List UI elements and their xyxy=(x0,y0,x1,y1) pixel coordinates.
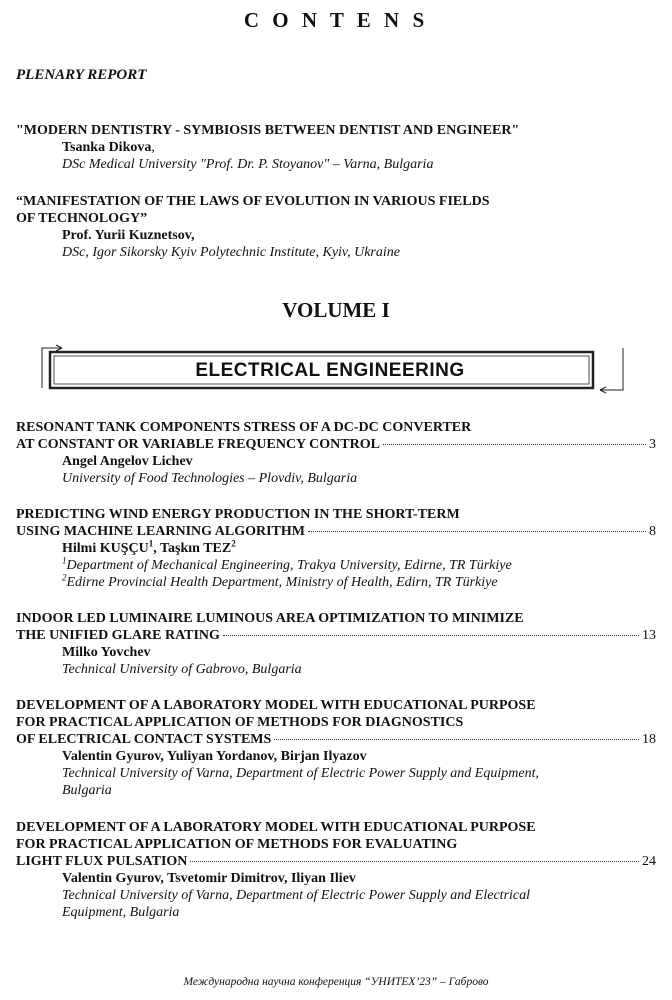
entry-title-line: INDOOR LED LUMINAIRE LUMINOUS AREA OPTIMIZATION TO MINIMIZE xyxy=(16,611,524,626)
entry-title-line: DEVELOPMENT OF A LABORATORY MODEL WITH EDUCATIONAL PURPOSE xyxy=(16,698,536,713)
entry-title-line: PREDICTING WIND ENERGY PRODUCTION IN THE SHORT-TERM xyxy=(16,507,460,522)
entry-title-last-line xyxy=(16,627,656,644)
entry-authors: Valentin Gyurov, Tsvetomir Dimitrov, Iliyan Iliev xyxy=(62,871,356,886)
page-title: C O N T E N S xyxy=(243,8,429,32)
page-footer: Международна научна конференция “УНИТЕХ’23” – Габрово xyxy=(183,976,489,988)
author-superscript: 2 xyxy=(231,538,236,549)
affiliation-text: Edirne Provincial Health Department, Ministry of Health, Edirn, TR Türkiye xyxy=(66,575,498,590)
entry-title-last-line xyxy=(16,436,656,453)
entry-authors: Valentin Gyurov, Yuliyan Yordanov, Birjan Ilyazov xyxy=(62,749,367,764)
entry-title-line: THE UNIFIED GLARE RATING xyxy=(16,628,220,643)
section-title: ELECTRICAL ENGINEERING xyxy=(195,360,465,381)
entry-title-line: DEVELOPMENT OF A LABORATORY MODEL WITH EDUCATIONAL PURPOSE xyxy=(16,820,536,835)
author-separator: , xyxy=(151,140,155,155)
entry-title-line: AT CONSTANT OR VARIABLE FREQUENCY CONTROL xyxy=(16,437,380,452)
entry-title-line: “MANIFESTATION OF THE LAWS OF EVOLUTION IN VARIOUS FIELDS xyxy=(16,194,490,209)
entry-title-line: LIGHT FLUX PULSATION xyxy=(16,854,188,869)
page-number[interactable]: 3 xyxy=(649,437,656,452)
entry-title-last-line xyxy=(16,853,656,870)
author-name: Hilmi KUŞÇU xyxy=(62,541,149,556)
page-number[interactable]: 8 xyxy=(649,524,656,539)
affiliation-superscript: 2 xyxy=(62,572,67,583)
toc-entry-1[interactable] xyxy=(16,419,656,487)
author-name: Tsanka Dikova xyxy=(62,140,152,155)
toc-entry-2[interactable] xyxy=(16,506,656,591)
page-number[interactable]: 13 xyxy=(642,628,656,643)
author-separator: , xyxy=(153,541,160,556)
plenary-entry-2 xyxy=(16,193,656,261)
toc-entry-5[interactable] xyxy=(16,819,656,921)
page-number[interactable]: 24 xyxy=(642,854,656,869)
entry-title-line: FOR PRACTICAL APPLICATION OF METHODS FOR EVALUATING xyxy=(16,837,458,852)
dot-leader xyxy=(274,739,639,740)
entry-title-line: OF ELECTRICAL CONTACT SYSTEMS xyxy=(16,732,272,747)
entry-authors: Milko Yovchev xyxy=(62,645,151,660)
affiliation-text: Department of Mechanical Engineering, Trakya University, Edirne, TR Türkiye xyxy=(66,558,512,573)
entry-affiliation: Technical University of Varna, Department of Electric Power Supply and Electrical xyxy=(62,888,531,903)
page-number[interactable]: 18 xyxy=(642,732,656,747)
dot-leader xyxy=(308,531,646,532)
entry-authors xyxy=(16,540,656,557)
entry-authors: Prof. Yurii Kuznetsov, xyxy=(62,228,195,243)
entry-affiliation: University of Food Technologies – Plovdiv, Bulgaria xyxy=(62,471,358,486)
entry-affiliation: Bulgaria xyxy=(62,783,112,798)
entry-affiliation: Technical University of Gabrovo, Bulgaria xyxy=(62,662,302,677)
affiliation-superscript: 1 xyxy=(62,555,67,566)
entry-title-line: OF TECHNOLOGY” xyxy=(16,211,148,226)
author-name: Taşkın TEZ xyxy=(159,541,232,556)
entry-title: "MODERN DENTISTRY - SYMBIOSIS BETWEEN DENTIST AND ENGINEER" xyxy=(16,123,520,138)
entry-authors xyxy=(16,139,656,156)
entry-title-last-line xyxy=(16,523,656,540)
entry-title-line: USING MACHINE LEARNING ALGORITHM xyxy=(16,524,305,539)
volume-heading: VOLUME I xyxy=(282,298,390,322)
plenary-entry-1 xyxy=(16,122,656,173)
dot-leader xyxy=(223,635,639,636)
toc-entry-3[interactable] xyxy=(16,610,656,678)
entry-affiliation: Equipment, Bulgaria xyxy=(62,905,180,920)
plenary-report-label: PLENARY REPORT xyxy=(16,67,147,83)
toc-entry-4[interactable] xyxy=(16,697,656,799)
entry-affiliation: DSc, Igor Sikorsky Kyiv Polytechnic Institute, Kyiv, Ukraine xyxy=(62,245,400,260)
entry-title-last-line xyxy=(16,731,656,748)
entry-affiliation xyxy=(16,557,656,574)
entry-affiliation: Technical University of Varna, Department of Electric Power Supply and Equipment, xyxy=(62,766,539,781)
entry-title-line: RESONANT TANK COMPONENTS STRESS OF A DC-DC CONVERTER xyxy=(16,420,472,435)
entry-affiliation xyxy=(16,574,656,591)
entry-title-line: FOR PRACTICAL APPLICATION OF METHODS FOR DIAGNOSTICS xyxy=(16,715,464,730)
entry-affiliation: DSc Medical University "Prof. Dr. P. Stoyanov" – Varna, Bulgaria xyxy=(62,157,434,172)
entry-authors: Angel Angelov Lichev xyxy=(62,454,193,469)
author-superscript: 1 xyxy=(148,538,154,549)
dot-leader xyxy=(383,444,646,445)
dot-leader xyxy=(190,861,639,862)
